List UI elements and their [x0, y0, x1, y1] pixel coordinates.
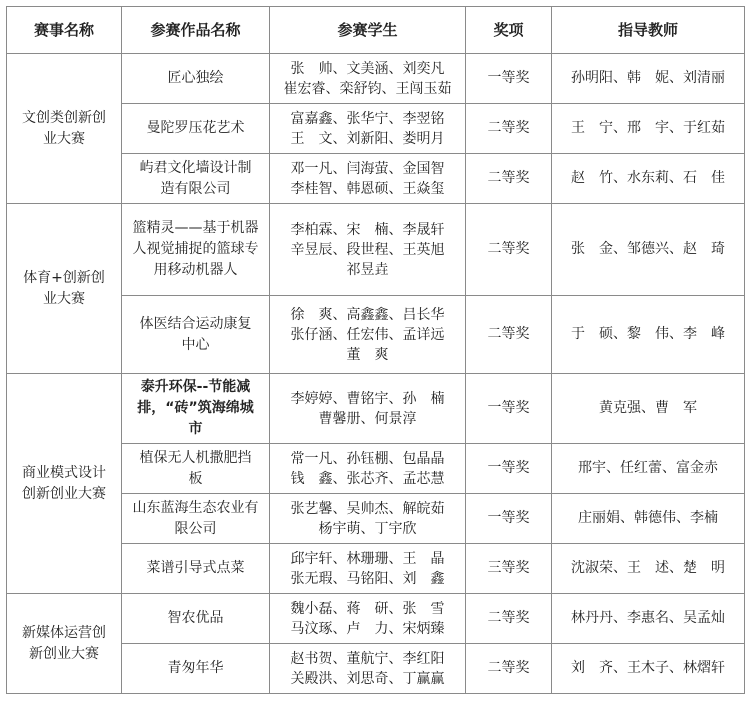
students-cell	[270, 154, 466, 204]
work-name: 匠心独绘	[167, 70, 224, 86]
work-cell	[122, 594, 270, 644]
award-cell: 二等奖	[466, 204, 552, 296]
work-cell	[122, 494, 270, 544]
student-line: 李柏霖、宋 楠、李晟轩	[290, 221, 445, 238]
work-cell	[122, 154, 270, 204]
students-cell	[270, 296, 466, 374]
students-cell	[270, 104, 466, 154]
competition-cell	[7, 374, 122, 594]
award-cell: 一等奖	[466, 374, 552, 444]
work-cell	[122, 544, 270, 594]
work-name: 青匆年华	[167, 660, 224, 676]
teachers-cell: 刘 齐、王木子、林熠轩	[552, 644, 745, 694]
students-cell	[270, 204, 466, 296]
student-line: 曹馨册、何景淳	[318, 410, 417, 427]
student-line: 李桂智、韩恩硕、王焱玺	[290, 180, 445, 197]
student-line: 杨宇萌、丁宇欣	[318, 520, 417, 537]
header-award: 奖项	[466, 7, 552, 54]
table-row	[7, 374, 745, 444]
student-line: 张 帅、文美涵、刘奕凡	[290, 60, 445, 77]
award-cell: 二等奖	[466, 296, 552, 374]
students-cell	[270, 54, 466, 104]
student-line: 辛昱辰、段世程、王英旭	[290, 241, 445, 258]
work-cell	[122, 54, 270, 104]
work-cell	[122, 104, 270, 154]
work-name: 植保无人机撒肥挡板	[139, 449, 252, 487]
student-line: 徐 爽、高鑫鑫、吕长华	[290, 306, 445, 323]
students-cell	[270, 444, 466, 494]
award-cell: 二等奖	[466, 594, 552, 644]
students-cell	[270, 494, 466, 544]
competition-name: 新媒体运营创新创业大赛	[22, 624, 106, 662]
award-cell: 一等奖	[466, 54, 552, 104]
student-line: 祁昱垚	[346, 261, 389, 278]
award-cell: 一等奖	[466, 444, 552, 494]
student-line: 赵书贺、董航宁、李红阳	[290, 650, 445, 667]
work-name: 篮精灵——基于机器人视觉捕捉的篮球专用移动机器人	[132, 220, 259, 278]
header-competition: 赛事名称	[7, 7, 122, 54]
teachers-cell: 孙明阳、韩 妮、刘清丽	[552, 54, 745, 104]
table-row	[7, 594, 745, 644]
work-cell	[122, 444, 270, 494]
students-cell	[270, 374, 466, 444]
students-cell	[270, 544, 466, 594]
table-row	[7, 204, 745, 296]
teachers-cell: 黄克强、曹 军	[552, 374, 745, 444]
award-cell: 三等奖	[466, 544, 552, 594]
award-cell: 二等奖	[466, 104, 552, 154]
student-line: 张无瑕、马铭阳、刘 鑫	[290, 570, 445, 587]
teachers-cell: 王 宁、邢 宇、于红茹	[552, 104, 745, 154]
competition-name: 商业模式设计创新创业大赛	[22, 464, 106, 502]
teachers-cell: 沈淑荣、王 述、楚 明	[552, 544, 745, 594]
competition-cell	[7, 204, 122, 374]
work-name: 曼陀罗压花艺术	[146, 120, 245, 136]
student-line: 邓一凡、闫海萤、金国智	[290, 160, 445, 177]
header-work: 参赛作品名称	[122, 7, 270, 54]
students-cell	[270, 644, 466, 694]
teachers-cell: 张 金、邹德兴、赵 琦	[552, 204, 745, 296]
work-cell	[122, 296, 270, 374]
competition-cell	[7, 54, 122, 204]
table-body	[7, 54, 745, 694]
work-cell	[122, 204, 270, 296]
work-name: 山东蓝海生态农业有限公司	[132, 499, 259, 537]
teachers-cell: 于 硕、黎 伟、李 峰	[552, 296, 745, 374]
student-line: 张仔涵、任宏伟、孟详远	[290, 326, 445, 343]
student-line: 魏小磊、蒋 研、张 雪	[290, 600, 445, 617]
student-line: 关殿洪、刘思奇、丁赢赢	[290, 670, 445, 687]
teachers-cell: 庄丽娟、韩德伟、李楠	[552, 494, 745, 544]
student-line: 富嘉鑫、张华宁、李翌铭	[290, 110, 445, 127]
work-cell	[122, 644, 270, 694]
student-line: 马汶琢、卢 力、宋炳臻	[290, 620, 445, 637]
teachers-cell: 赵 竹、水东莉、石 佳	[552, 154, 745, 204]
student-line: 邱宇轩、林珊珊、王 晶	[290, 550, 445, 567]
student-line: 钱 鑫、张芯齐、孟芯慧	[290, 470, 445, 487]
student-line: 王 文、刘新阳、娄明月	[290, 130, 445, 147]
student-line: 崔宏睿、栾舒钧、王闯玉茹	[283, 80, 452, 97]
table-row	[7, 54, 745, 104]
competition-cell	[7, 594, 122, 694]
work-name: 智农优品	[167, 610, 224, 626]
competition-name: 体育+创新创业大赛	[23, 269, 105, 307]
teachers-cell: 林丹丹、李惠名、吴孟灿	[552, 594, 745, 644]
teachers-cell: 邢宇、任红蕾、富金赤	[552, 444, 745, 494]
work-name: 泰升环保--节能减排，“砖”筑海绵城市	[137, 379, 254, 437]
student-line: 张艺馨、吴帅杰、解皖茹	[290, 500, 445, 517]
student-line: 董 爽	[346, 346, 389, 363]
students-cell	[270, 594, 466, 644]
awards-table	[6, 6, 745, 694]
competition-name: 文创类创新创业大赛	[22, 109, 106, 147]
work-name: 菜谱引导式点菜	[146, 560, 245, 576]
header-teachers: 指导教师	[552, 7, 745, 54]
award-cell: 二等奖	[466, 154, 552, 204]
award-cell: 一等奖	[466, 494, 552, 544]
award-cell: 二等奖	[466, 644, 552, 694]
student-line: 李婷婷、曹铭宇、孙 楠	[290, 390, 445, 407]
header-row	[7, 7, 745, 54]
work-cell	[122, 374, 270, 444]
header-students: 参赛学生	[270, 7, 466, 54]
work-name: 体医结合运动康复中心	[139, 315, 252, 353]
work-name: 屿君文化墙设计制造有限公司	[139, 159, 252, 197]
student-line: 常一凡、孙钰棚、包晶晶	[290, 450, 445, 467]
